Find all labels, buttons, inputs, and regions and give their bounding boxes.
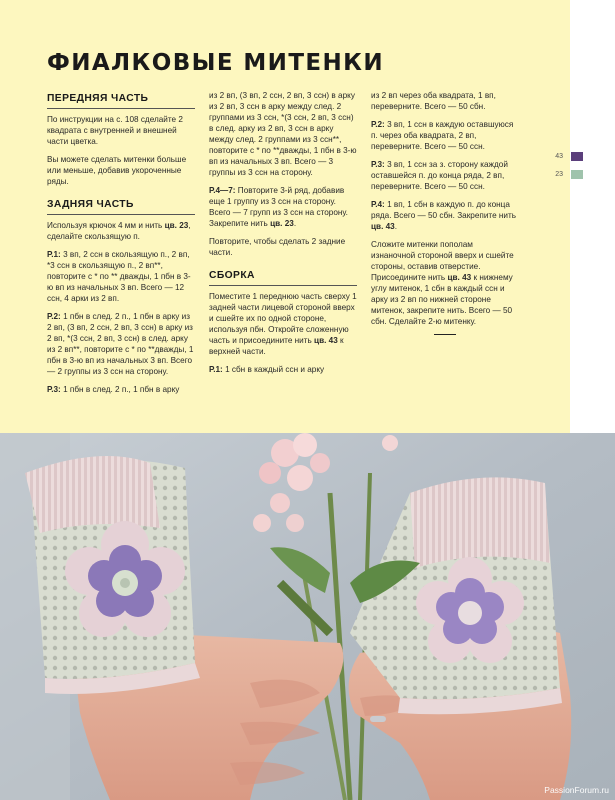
- row-instruction: Р.1: 1 сбн в каждый ссн и арку: [209, 365, 325, 374]
- end-mark: [434, 334, 456, 335]
- color-ref: цв. 23: [270, 219, 294, 228]
- color-ref: цв. 43: [371, 222, 395, 231]
- row-label: Р.1:: [47, 250, 61, 259]
- ring: [370, 716, 386, 722]
- row-label: Р.3:: [371, 160, 385, 169]
- watermark: PassionForum.ru: [544, 785, 609, 795]
- paragraph: из 2 вп, (3 вп, 2 ссн, 2 вп, 3 ссн) в арку из 2 вп, 3 ссн в арку между след. 2 группами из 3 ссн, *(3 ссн, 2 вп, 3 ссн) в след. арку из 2 вп, 3 ссн в арку между след. 2 группами из 3 ссн**, повторите с * по **дважды, 1 пбн в 3-ю вп из начальных 3 вп. Всего — 3 группы из 3 ссн на сторону.: [209, 91, 357, 177]
- paragraph: Поместите 1 переднюю часть сверху 1 задней части лицевой стороной вверх и сшейте их по одной стороне, используя пбн. Откройте сложенную часть и присоедините нить цв. 43 к верхней части.: [209, 292, 357, 356]
- text-column-2: [209, 90, 357, 382]
- swatch-color: [571, 152, 583, 161]
- row-label: Р.4—7:: [209, 186, 236, 195]
- left-mitten: [25, 456, 200, 694]
- page-title: ФИАЛКОВЫЕ МИТЕНКИ: [47, 50, 385, 76]
- row-instruction: Р.2: 3 вп, 1 ссн в каждую оставшуюся п. через оба квадрата, 2 вп, переверните. Всего — 50 ссн.: [371, 120, 514, 151]
- paragraph: Сложите митенки пополам изнаночной стороной вверх и сшейте стороны, оставив отверстие. Присоедините нить цв. 43 к нижнему углу митенок, 1 сбн в каждый ссн и арку из 2 вп по нижней стороне митенок, закрепите нить. Всего — 50 сбн. Сделайте 2-ю митенку.: [371, 240, 514, 326]
- row-label: Р.2:: [47, 312, 61, 321]
- color-swatch-legend: [543, 152, 583, 188]
- color-ref: цв. 43: [447, 273, 472, 282]
- paragraph: Повторите, чтобы сделать 2 задние части.: [209, 237, 346, 257]
- swatch-23: [543, 170, 583, 179]
- row-instruction: Р.1: 3 вп, 2 ссн в скользящую п., 2 вп, *3 ссн в скользящую п., 2 вп**, повторите с * по ** дважды, 1 пбн в 3-ю вп из начальных 3 вп. Всего — 12 ссн, 4 арки из 2 вп.: [47, 250, 191, 303]
- paragraph: По инструкции на с. 108 сделайте 2 квадрата с внутренней и внешней части цветка.: [47, 115, 183, 146]
- swatch-color: [571, 170, 583, 179]
- mittens-photo: [0, 433, 615, 800]
- row-instruction: Р.4: 1 вп, 1 сбн в каждую п. до конца ряда. Всего — 50 сбн. Закрепите нить цв. 43.: [371, 200, 517, 231]
- color-ref: цв. 43: [314, 336, 338, 345]
- row-instruction: Р.3: 3 вп, 1 ссн за з. сторону каждой оставшейся п. до конца ряда, 2 вп, переверните. Всего — 50 ссн.: [371, 160, 508, 191]
- row-label: Р.1:: [209, 365, 223, 374]
- row-instruction: Р.2: 1 пбн в след. 2 п., 1 пбн в арку из 2 вп, (3 вп, 2 ссн, 2 вп, 3 ссн) в арку из 2 вп, *(3 ссн, 2 вп, 3 ссн) в след. арку из 2 вп**, повторите с * по **дважды, 1 пбн в 3-ю вп из начальных 3 вп. Всего — 2 группы из 3 ссн на сторону.: [47, 312, 194, 376]
- swatch-label: 43: [555, 153, 563, 160]
- row-label: Р.2:: [371, 120, 385, 129]
- heading-assembly: СБОРКА: [209, 270, 357, 286]
- heading-back-part: ЗАДНЯЯ ЧАСТЬ: [47, 199, 195, 215]
- swatch-43: [543, 152, 583, 161]
- row-label: Р.3:: [47, 385, 61, 394]
- paragraph: Вы можете сделать митенки больше или меньше, добавив укороченные ряды.: [47, 155, 187, 186]
- row-instruction: Р.3: 1 пбн в след. 2 п., 1 пбн в арку: [47, 385, 180, 394]
- swatch-label: 23: [555, 171, 563, 178]
- paragraph: Используя крючок 4 мм и нить цв. 23, сделайте скользящую п.: [47, 221, 191, 241]
- text-column-3: [371, 90, 519, 335]
- color-ref: цв. 23: [164, 221, 189, 230]
- row-label: Р.4:: [371, 200, 385, 209]
- text-column-1: [47, 90, 195, 402]
- heading-front-part: ПЕРЕДНЯЯ ЧАСТЬ: [47, 93, 195, 109]
- paragraph: из 2 вп через оба квадрата, 1 вп, переверните. Всего — 50 сбн.: [371, 91, 496, 111]
- row-instruction: Р.4—7: Повторите 3-й ряд, добавив еще 1 группу из 3 ссн на сторону. Всего — 7 групп из 3 ссн на сторону. Закрепите нить цв. 23.: [209, 186, 348, 228]
